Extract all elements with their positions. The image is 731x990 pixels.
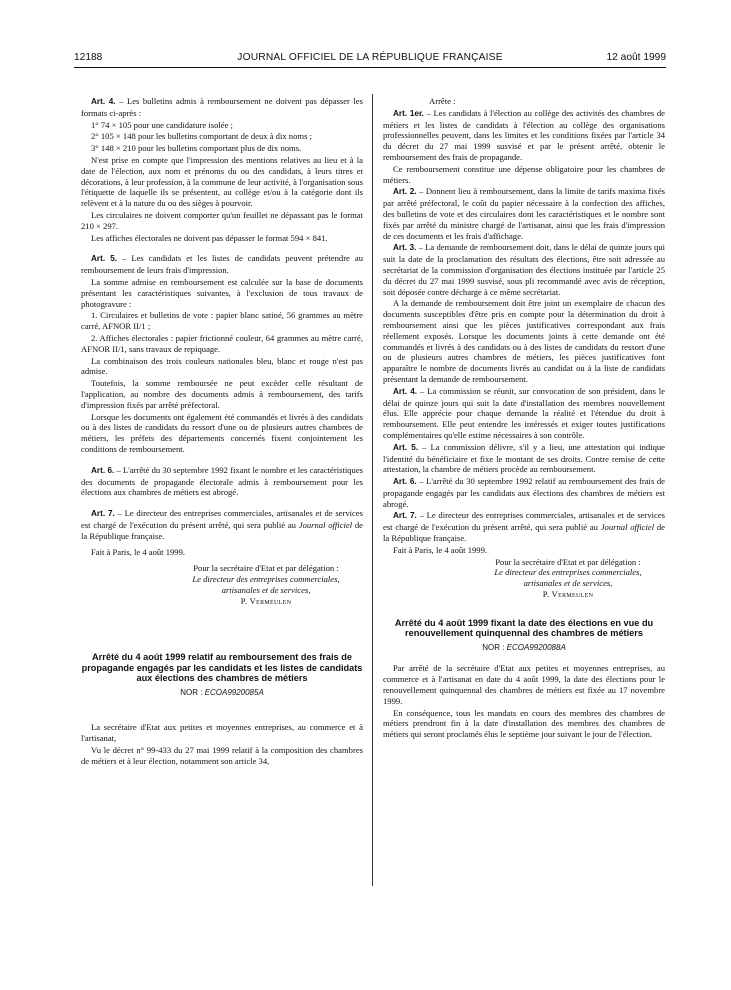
done-at: Fait à Paris, le 4 août 1999.	[393, 544, 488, 555]
journal-title: JOURNAL OFFICIEL DE LA RÉPUBLIQUE FRANÇAISE	[237, 52, 503, 63]
decree-title: Arrêté du 4 août 1999 fixant la date des élections en vue du renouvellement quinquennal des chambres de métiers	[394, 617, 654, 639]
article-label: Art. 5.	[393, 442, 419, 452]
paragraph: La combinaison des trois couleurs nationales bleu, blanc et rouge n'est pas admise.	[81, 355, 363, 377]
done-at: Fait à Paris, le 4 août 1999.	[91, 547, 186, 558]
paragraph: Les circulaires ne doivent comporter qu'un feuillet ne dépassant pas le format 210 × 297.	[81, 209, 363, 231]
paragraph: En conséquence, tous les mandats en cours des membres des chambres de métiers prendront fin à la date d'installation des membres des chambres de métiers qui seront proclamés élus le septième jour suivant le jour de l'élection.	[383, 707, 665, 740]
page-header	[74, 52, 666, 66]
article-label: Art. 6.	[393, 477, 417, 487]
article-label: Art. 5.	[91, 254, 118, 264]
article-7: Art. 7. – Le directeur des entreprises commerciales, artisanales et de services est chargé de l'exécution du présent arrêté, qui sera publié au Journal officiel de la République française.	[81, 508, 363, 541]
paragraph: N'est prise en compte que l'impression des mentions relatives au lieu et à la date de l'élection, aux nom et prénoms du ou des candidats, à leurs titres et décorations, à leur profession, à la commune de leur activité, à l'organisation sous l'étiquette de laquelle ils se présentent, au collège et/ou à la catégorie dont ils relèvent et à la nature du ou des sièges à pourvoir.	[81, 154, 363, 209]
list-item: 3° 148 × 210 pour les bulletins comportant plus de dix noms.	[91, 143, 302, 154]
article-label: Art. 7.	[393, 511, 417, 521]
article-4: Art. 4. – La commission se réunit, sur convocation de son président, dans le délai de quinze jours qui suit la date d'installation des membres nouvellement élus. Elle apprécie pour chaque demande la réalité et l'étendue du droit à remboursement. Elle peut entendre les intéressés et exiger toutes justifications complémentaires qu'elle estime nécessaires à son contrôle.	[383, 385, 665, 440]
article-1: Art. 1er. – Les candidats à l'élection au collège des activités des chambres de métiers et les listes de candidats à l'élection au collège des organisations professionnelles peuvent, dans les limites et les conditions fixées par l'article 34 du décret du 27 mai 1999 susvisé et par le présent arrêté, obtenir le remboursement des frais de propagande.	[383, 107, 665, 162]
list-item: 1° 74 × 105 pour une candidature isolée ;	[91, 119, 233, 130]
right-column	[383, 96, 665, 741]
article-label: Art. 6.	[91, 465, 115, 475]
issue-date: 12 août 1999	[606, 52, 666, 63]
article-5: Art. 5. – La commission délivre, s'il y a lieu, une attestation qui indique l'identité du bénéficiaire et fixe le montant de ses droits. Contre remise de cette attestation, la chambre de métiers procède au remboursement.	[383, 441, 665, 475]
paragraph: La secrétaire d'Etat aux petites et moyennes entreprises, au commerce et à l'artisanat,	[81, 722, 363, 744]
nor-reference: NOR : ECOA9920088A	[482, 642, 566, 652]
paragraph: La somme admise en remboursement est calculée sur la base de documents présentant les caractéristiques suivantes, à l'exclusion de tous travaux de photogravure :	[81, 276, 363, 309]
header-rule	[74, 67, 666, 68]
paragraph: Vu le décret n° 99-433 du 27 mai 1999 relatif à la composition des chambres de métiers et à leur élection, notamment son article 34,	[81, 745, 363, 766]
list-item: 2. Affiches électorales : papier frictionné couleur, 64 grammes au mètre carré, AFNOR II/1, sans travaux de repiquage.	[81, 332, 363, 354]
left-column	[81, 96, 363, 768]
article-6: Art. 6. – L'arrêté du 30 septembre 1992 fixant le nombre et les caractéristiques des documents de propagande électorale admis à remboursement pour les élections aux chambres de métiers est abrogé.	[81, 464, 363, 498]
paragraph: Lorsque les documents ont également été commandés et livrés à des candidats ou à des listes de candidats du ressort d'une ou de plusieurs autres chambres de métiers, les préfets des départements concernés fixent conjointement les conditions de remboursement.	[81, 411, 363, 454]
article-6: Art. 6. – L'arrêté du 30 septembre 1992 relatif au remboursement des frais de propagande engagés par les candidats aux élections des chambres de métiers est abrogé.	[383, 476, 665, 509]
list-item: 1. Circulaires et bulletins de vote : papier blanc satiné, 56 grammes au mètre carré, AFNOR II/1 ;	[81, 310, 363, 332]
article-label: Art. 3.	[393, 243, 417, 253]
paragraph: Les affiches électorales ne doivent pas dépasser le format 594 × 841.	[91, 232, 328, 243]
arrete-heading: Arrête :	[429, 96, 456, 106]
article-2: Art. 2. – Donnent lieu à remboursement, dans la limite de tarifs maxima fixés par arrêté préfectoral, le coût du papier nécessaire à la confection des affiches, des bulletins de vote et des circulaires dont les caractéristiques et le nombre sont fixés par arrêté du ministre chargé de l'artisanat, ainsi que les frais d'impression de ces documents et les frais d'affichage.	[383, 186, 665, 241]
column-divider	[372, 94, 373, 886]
article-label: Art. 2.	[393, 187, 417, 197]
list-item: 2° 105 × 148 pour les bulletins comportant de deux à dix noms ;	[91, 131, 312, 142]
article-label: Art. 1er.	[393, 108, 424, 118]
nor-reference: NOR : ECOA9920085A	[180, 687, 264, 697]
article-3: Art. 3. – La demande de remboursement doit, dans le délai de quinze jours qui suit la date de la proclamation des résultats des élections, être soit adressée au secrétariat de la commission d'organisation des élections instituée par l'article 25 du décret du 27 mai 1999 susvisé, sous pli recommandé avec avis de réception, soit déposée contre décharge à ce même secrétariat.	[383, 242, 665, 297]
article-4: Art. 4. – Les bulletins admis à remboursement ne doivent pas dépasser les formats ci-après :	[81, 96, 363, 118]
article-label: Art. 4.	[393, 386, 418, 396]
article-7: Art. 7. – Le directeur des entreprises commerciales, artisanales et de services est chargé de l'exécution du présent arrêté, qui sera publié au Journal officiel de la République française.	[383, 510, 665, 544]
decree-title: Arrêté du 4 août 1999 relatif au remboursement des frais de propagande engagés par les candidats et les listes de candidats aux élections des chambres de métiers	[81, 652, 363, 684]
paragraph: Par arrêté de la secrétaire d'Etat aux petites et moyennes entreprises, au commerce et à l'artisanat en date du 4 août 1999, la date des élections pour le renouvellement quinquennal des chambres de métiers est fixée au 17 novembre 1999.	[383, 663, 665, 706]
article-5: Art. 5. – Les candidats et les listes de candidats peuvent prétendre au remboursement de leurs frais d'impression.	[81, 253, 363, 276]
paragraph: Toutefois, la somme remboursée ne peut excéder celle résultant de l'application, au nombre des documents admis à remboursement, des tarifs d'impression fixés par arrêté préfectoral.	[81, 378, 363, 410]
signatory-name: P. Vermeulen	[240, 595, 292, 606]
paragraph: Ce remboursement constitue une dépense obligatoire pour les chambres de métiers.	[383, 163, 665, 185]
signature-block: Pour la secrétaire d'Etat et par délégation : Le directeur des entreprises commerciales, artisanales et de services, P. Vermeulen	[169, 563, 363, 606]
signature-block: Pour la secrétaire d'Etat et par délégation : Le directeur des entreprises commerciales, artisanales et de services, P. Vermeulen	[471, 557, 665, 600]
page-number: 12188	[74, 52, 103, 63]
article-label: Art. 7.	[91, 509, 115, 519]
article-label: Art. 4.	[91, 97, 116, 106]
paragraph: A la demande de remboursement doit être joint un exemplaire de chacun des documents susceptibles d'être pris en compte pour la détermination du droit à remboursement ainsi que les pièces justificatives correspondant aux frais réellement exposés. Lorsque les documents joints à cette demande ont été commandés et livrés à des candidats ou à des listes de candidats du ressort d'une ou de plusieurs autres chambres de métiers, les pièces justificatives font apparaître le nombre de documents livrés au candidat ou à la liste de candidats présentant la demande de remboursement.	[383, 298, 665, 384]
signatory-name: P. Vermeulen	[542, 589, 594, 600]
